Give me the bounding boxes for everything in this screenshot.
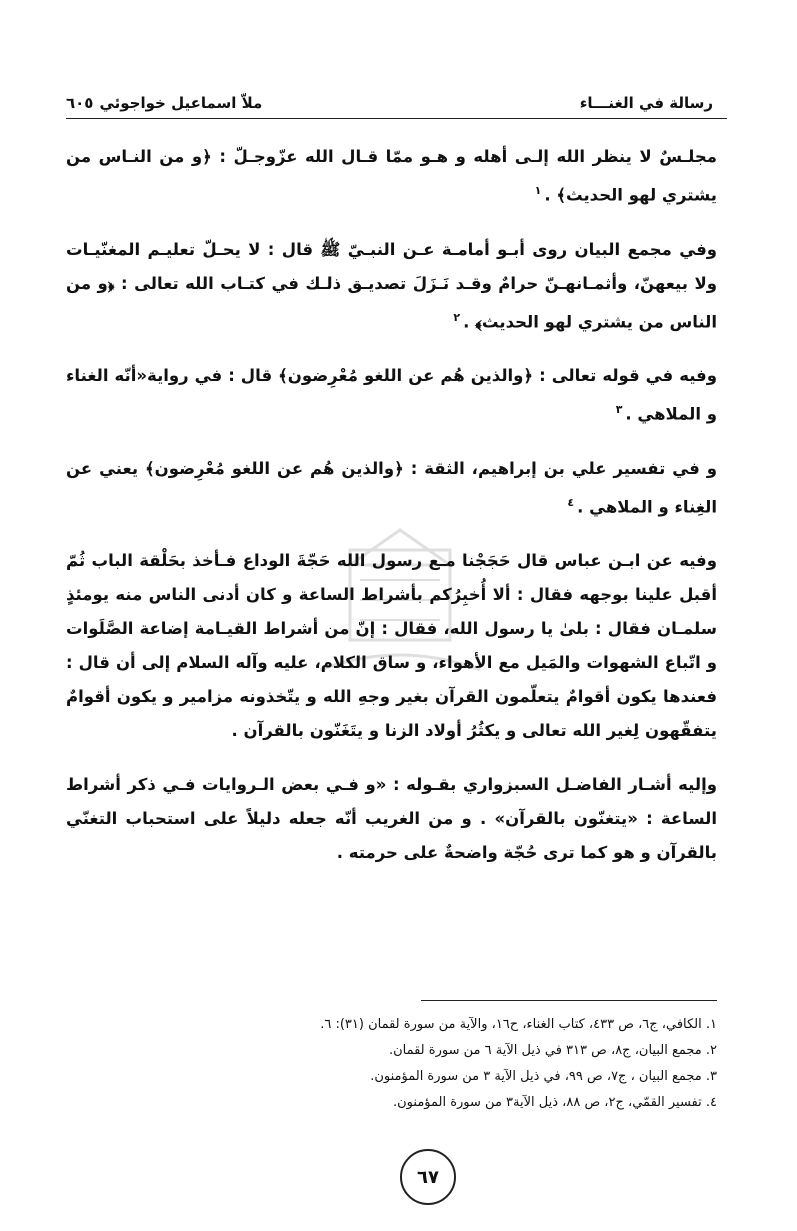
paragraph: وفيه عن ابـن عباس قال حَجَجْنا مـع رسول الله حَجّةَ الوداع فـأخذ بحَلْقة الباب ثُمّ أقبل علينا بوجهه فقال : ألا أُخبِرُكم بأشراط الساعة و كان أدنى الناس منه يومئذٍ سلمـان فقال : بلىٰ يا رسول الله، فقال : إنّ من أشراط القيـامة إضاعة الصَّلَوات و اتّباع الشهوات والمَيل مع الأهواء، و ساق الكلام، عليه وآله السلام إلى أن قال : فعندها يكون أقوامٌ يتعلّمون القرآن بغير وجهِ الله و يتّخذونه مزامير و يكون أقوامٌ يتفقّهون لِغير الله تعالى و يكثُرُ أولاد الزنا و يتَغَنّون بالقرآن . bbox=[66, 551, 717, 740]
paragraph: و في تفسير علي بن إبراهيم، الثقة : ﴿والذين هُم عن اللغو مُعْرِضون﴾ يعني عن الغِناء و الملاهي .$^٤$ bbox=[66, 458, 717, 516]
footnote: ٤. تفسير القمّي، ج٢، ص ٨٨، ذيل الآية٣ من سورة المؤمنون. bbox=[393, 1095, 717, 1110]
page-number: ٦٧ bbox=[400, 1149, 456, 1205]
footnote-divider bbox=[421, 1000, 717, 1001]
footnote-mark: ١ bbox=[534, 184, 542, 197]
footnote-mark: ٣ bbox=[615, 403, 623, 416]
main-text bbox=[66, 140, 717, 890]
author-line: ملاّ اسماعيل خواجوئي bbox=[99, 94, 263, 112]
footnote-mark: ٤ bbox=[567, 495, 575, 509]
header-author-block bbox=[66, 94, 262, 112]
paragraph: وفي مجمع البيان روى أبـو أمامـة عـن النبـيّ ﷺ قال : لا يحـلّ تعليـم المغنّيـات ولا بيعهنّ، وأثمـانهـنّ حرامٌ وقـد نَـزَلَ تصديـق ذلـك في كتـاب الله تعالى : ﴿و من الناس من يشتري لهو الحديث﴾ .$^٢$ bbox=[66, 239, 717, 331]
footnote: ٢. مجمع البيان، ج٨، ص ٣١٣ في ذيل الآية ٦ من سورة لقمان. bbox=[388, 1043, 717, 1058]
page-header bbox=[66, 86, 713, 118]
footnotes bbox=[66, 1012, 717, 1116]
page-marker: ٦٠٥ bbox=[66, 94, 94, 112]
footnote-mark: ٢ bbox=[453, 310, 461, 324]
running-title: رسالة في الغنـــاء bbox=[579, 94, 713, 112]
paragraph: وإليه أشـار الفاضـل السبزواري بقـوله : «و فـي بعض الـروايات فـي ذكر أشراط الساعة : «يتغنّون بالقرآن» . و من الغريب أنّه جعله دليلاً على استحباب التغنّي بالقرآن و هو كما ترى حُجّة واضحةٌ على حرمته . bbox=[66, 775, 717, 862]
footnote: ١. الكافي، ج٦، ص ٤٣٣، كتاب الغناء، ح١٦، والآية من سورة لقمان (٣١): ٦. bbox=[320, 1017, 717, 1032]
paragraph: مجلـسٌ لا ينظر الله إلـى أهله و هـو ممّا قـال الله عزّوجـلّ : ﴿و من النـاس من يشتري لهو الحديث﴾ .$^١$ bbox=[66, 147, 717, 205]
paragraph: وفيه في قوله تعالى : ﴿والذين هُم عن اللغو مُعْرِضون﴾ قال : في رواية«أنّه الغناء و الملاهي .$^٣$ bbox=[66, 366, 717, 424]
footnote: ٣. مجمع البيان ، ج٧، ص ٩٩، في ذيل الآية ٣ من سورة المؤمنون. bbox=[370, 1069, 717, 1084]
header-divider bbox=[66, 118, 727, 119]
